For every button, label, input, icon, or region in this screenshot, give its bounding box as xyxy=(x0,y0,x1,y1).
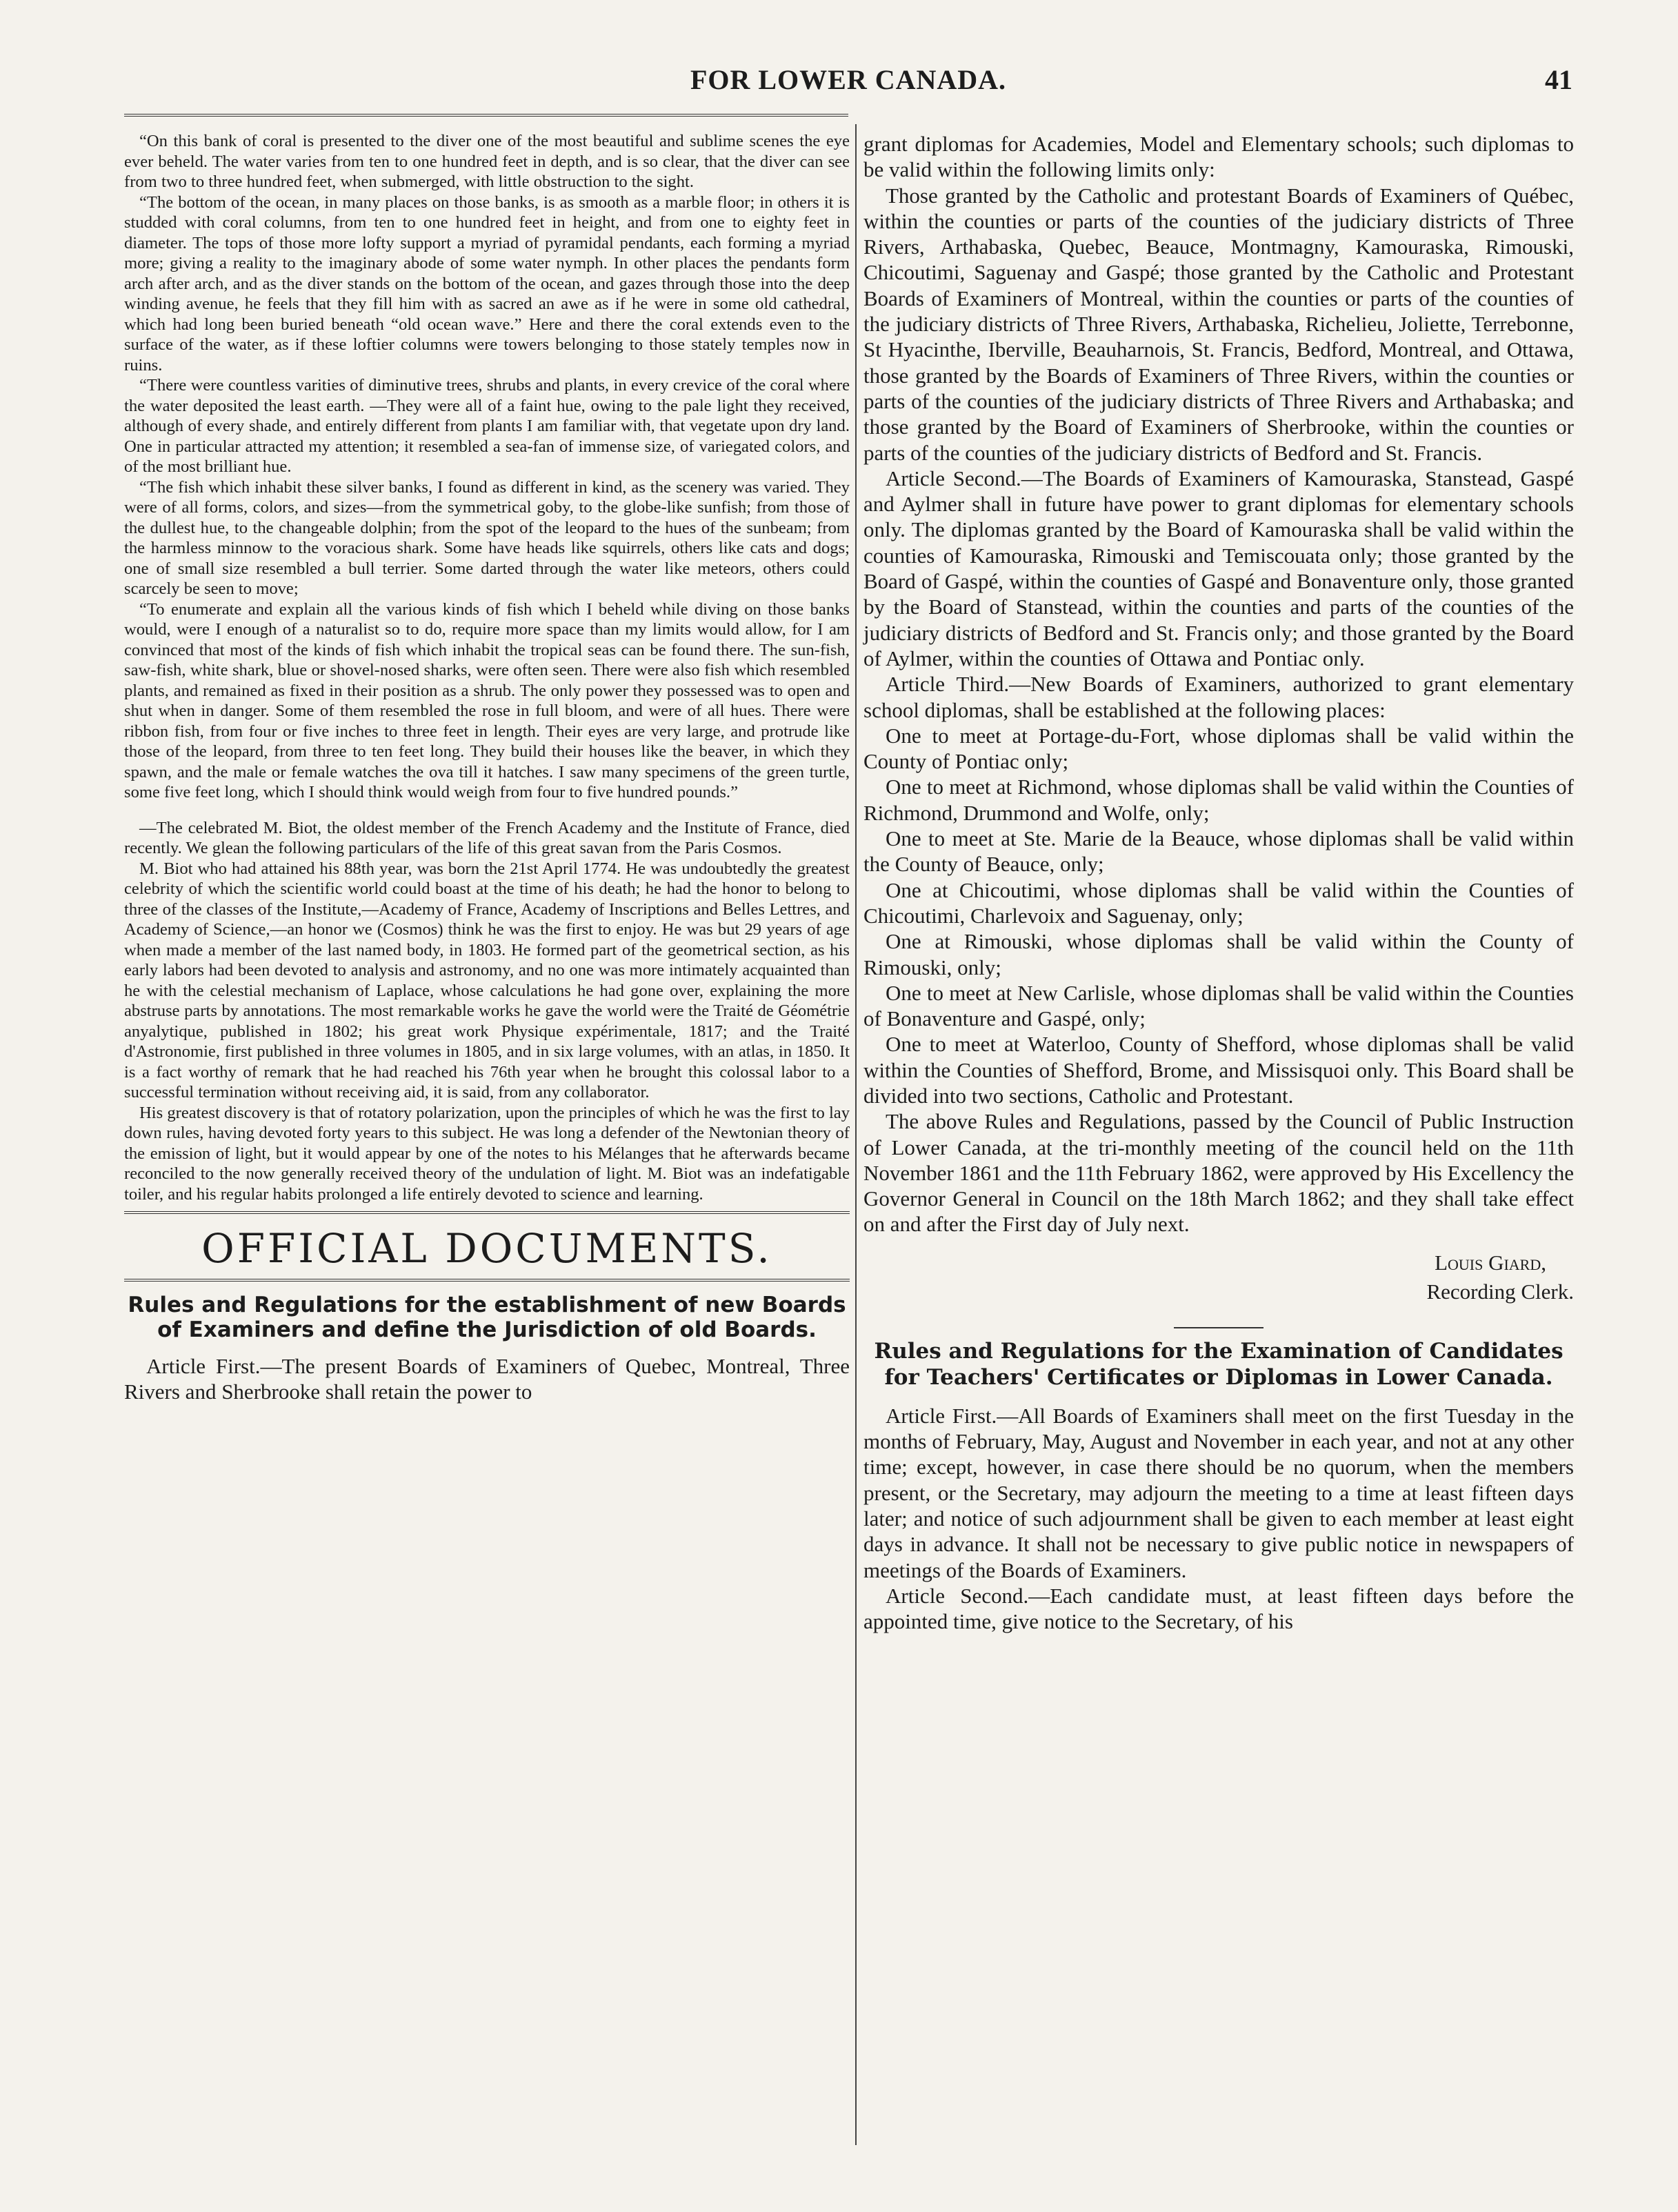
signature-name: Louis Giard, xyxy=(1435,1250,1546,1275)
article-paragraph: Article First.—The present Boards of Examiners of Quebec, Montreal, Three Rivers and Sherbrooke shall retain the power to xyxy=(124,1354,850,1404)
section-rule xyxy=(124,1211,850,1214)
coral-quote xyxy=(124,131,850,803)
right-column xyxy=(863,131,1574,1634)
quote-paragraph: “The fish which inhabit these silver banks, I found as different in kind, as the scenery was varied. They were of all forms, colors, and sizes—from the symmetrical goby, to the globe-like sunfish; from those of the dullest hue, to the changeable dolphin; from the spot of the leopard to the hues of the sunbeam; from the harmless minnow to the voracious shark. Some have heads like squirrels, others like cats and dogs; one of small size resembled a bull terrier. Some darted through the water like meteors, others could scarcely be seen to move; xyxy=(124,477,850,598)
biot-article xyxy=(124,818,850,1205)
rules-continued xyxy=(863,131,1574,1237)
biot-paragraph: M. Biot who had attained his 88th year, was born the 21st April 1774. He was undoubtedly the greatest celebrity of which the scientific world could boast at the time of his death; he had the honor to belong to three of the classes of the Institute,—Academy of France, Academy of Inscriptions and Belles Lettres, and Academy of Science,—an honor we (Cosmos) think he was the first to enjoy. He was but 29 years of age when made a member of the last named body, in 1803. He formed part of the geometrical section, as his early labors had been devoted to analysis and astronomy, and no one was more intimately acquainted than he with the celestial mechanism of Laplace, whose calculations he had gone over, explaining the more abstruse parts by annotations. The most remarkable works he gave the world were the Traité de Géométrie anyalytique, published in 1802; his great work Physique expérimentale, 1817; and the Traité d'Astronomie, first published in three volumes in 1805, and in six large volumes, with an atlas, in 1850. It is a fact worthy of remark that he had reached his 76th year when he brought this colossal labor to a successful termination without receiving aid, it is said, from any collaborator. xyxy=(124,859,850,1102)
exam-rules-heading: Rules and Regulations for the Examination of Candidates for Teachers' Certificates or Diplomas in Lower Canada. xyxy=(874,1338,1564,1390)
article-paragraph: One to meet at New Carlisle, whose diplomas shall be valid within the Counties of Bonaventure and Gaspé, only; xyxy=(863,980,1574,1031)
article-paragraph: One to meet at Ste. Marie de la Beauce, whose diplomas shall be valid within the County of Beauce, only; xyxy=(863,826,1574,877)
article-paragraph: The above Rules and Regulations, passed by the Council of Public Instruction of Lower Canada, at the tri-monthly meeting of the council held on the 11th November 1861 and the 11th February 1862, were approved by His Excellency the Governor General in Council on the 18th March 1862; and they shall take effect on and after the First day of July next. xyxy=(863,1109,1574,1237)
quote-paragraph: “On this bank of coral is presented to the diver one of the most beautiful and sublime scenes the eye ever beheld. The water varies from ten to one hundred feet in depth, and is so clear, that the diver can see from two to three hundred feet, when submerged, with little obstruction to the sight. xyxy=(124,132,850,191)
article-paragraph: Article Third.—New Boards of Examiners, authorized to grant elementary school diplomas, shall be established at the following places: xyxy=(863,672,1574,722)
exam-rules xyxy=(863,1403,1574,1635)
article-paragraph: One at Chicoutimi, whose diplomas shall be valid within the Counties of Chicoutimi, Charlevoix and Saguenay, only; xyxy=(863,877,1574,928)
running-title: FOR LOWER CANADA. xyxy=(690,64,1007,95)
article-paragraph: Article Second.—Each candidate must, at least fifteen days before the appointed time, give notice to the Secretary, of his xyxy=(863,1583,1574,1634)
article-paragraph: One to meet at Richmond, whose diplomas shall be valid within the Counties of Richmond, Drummond and Wolfe, only; xyxy=(863,775,1574,825)
article-paragraph: Article First.—All Boards of Examiners shall meet on the first Tuesday in the months of February, May, August and November in each year, and not at any other time; except, however, in case there should be no quorum, when the members present, or the Secretary, may adjourn the meeting to a time at least fifteen days later; and notice of such adjournment shall be given to each member at least eight days in advance. It shall not be necessary to give public notice in newspapers of meetings of the Boards of Examiners. xyxy=(863,1403,1574,1582)
short-rule xyxy=(1174,1327,1264,1328)
quote-paragraph: “The bottom of the ocean, in many places on those banks, is as smooth as a marble floor; in others it is studded with coral columns, from ten to one hundred feet in height, and from one to eighty feet in diameter. The tops of those more lofty support a myriad of pyramidal pendants, each forming a myriad more; giving a reality to the imaginary abode of some water nymph. In other places the pendants form arch after arch, and as the diver stands on the bottom of the ocean, and gazes through those into the deep winding avenue, he feels that they fill him with as sacred an awe as if he were in some old cathedral, which had long been buried beneath “old ocean wave.” Here and there the coral extends even to the surface of the water, as if these loftier columns were towers belonging to those stately temples now in ruins. xyxy=(124,192,850,375)
quote-paragraph: “There were countless varities of diminutive trees, shrubs and plants, in every crevice of the coral where the water deposited the least earth. —They were all of a faint hue, owing to the pale light they received, although of every shade, and entirely different from plants I am familiar with, that vegetate upon dry land. One in particular attracted my attention; it resembled a sea-fan of immense size, of variegated colors, and of the most brilliant hue. xyxy=(124,376,850,476)
article-paragraph: One to meet at Portage-du-Fort, whose diplomas shall be valid within the County of Pontiac only; xyxy=(863,723,1574,774)
quote-paragraph: “To enumerate and explain all the various kinds of fish which I beheld while diving on those banks would, were I enough of a naturalist so to do, require more space than my limits would allow, for I am convinced that most of the kinds of fish which inhabit the tropical seas can be found there. The sun-fish, saw-fish, white shark, blue or shovel-nosed sharks, were often seen. There were also fish which resembled plants, and remained as fixed in their position as a shrub. The only power they possessed was to open and shut when in danger. Some of them resembled the rose in full bloom, and were of all hues. There were ribbon fish, from four or five inches to three feet in length. Their eyes are very large, and protrude like those of the leopard, from three to ten feet long. They build their houses like the beaver, in which they spawn, and the male or female watches the ova till it hatches. I saw many specimens of the green turtle, some five feet long, which I should think would weigh from four to five hundred pounds.” xyxy=(124,599,850,801)
signature-block xyxy=(863,1248,1574,1306)
official-documents-title: OFFICIAL DOCUMENTS. xyxy=(201,1225,772,1272)
article-paragraph: One at Rimouski, whose diplomas shall be valid within the County of Rimouski, only; xyxy=(863,929,1574,979)
column-divider xyxy=(855,124,857,2145)
biot-paragraph: —The celebrated M. Biot, the oldest member of the French Academy and the Institute of France, died recently. We glean the following particulars of the life of this great savan from the Paris Cosmos. xyxy=(124,818,850,857)
page-header xyxy=(124,63,1572,105)
article-paragraph: One to meet at Waterloo, County of Shefford, whose diplomas shall be valid within the Counties of Shefford, Brome, and Missisquoi only. This Board shall be divided into two sections, Catholic and Protestant. xyxy=(863,1032,1574,1108)
biot-paragraph: His greatest discovery is that of rotatory polarization, upon the principles of which he was the first to lay down rules, having devoted forty years to this subject. He was long a defender of the Newtonian theory of the emission of light, but it would appear by one of the notes to his Mélanges that he afterwards became reconciled to the now generally received theory of the undulation of light. M. Biot was an indefatigable toiler, and his regular habits prolonged a life entirely devoted to science and learning. xyxy=(124,1103,850,1204)
header-rule xyxy=(124,114,848,117)
rules-heading: Rules and Regulations for the establishment of new Boards of Examiners and define the Jurisdiction of old Boards. xyxy=(128,1293,846,1342)
left-column xyxy=(124,131,850,1405)
section-rule xyxy=(124,1279,850,1282)
article-paragraph: Those granted by the Catholic and protestant Boards of Examiners of Québec, within the counties or parts of the counties of the judiciary districts of Three Rivers, Arthabaska, Quebec, Beauce, Montmagny, Kamouraska, Rimouski, Chicoutimi, Saguenay and Gaspé; those granted by the Catholic and Protestant Boards of Examiners of Montreal, within the counties or parts of the counties of the judiciary districts of Three Rivers, Arthabaska, Richelieu, Joliette, Terrebonne, St Hyacinthe, Iberville, Beauharnois, St. Francis, Bedford, Montreal, and Ottawa, those granted by the Boards of Examiners of Three Rivers, within the counties or parts of the counties of the judiciary districts of Three Rivers and Arthabaska; and those granted by the Board of Examiners of Sherbrooke, within the counties or parts of the counties of the judiciary districts of Bedford and St. Francis. xyxy=(863,183,1574,465)
article-paragraph: grant diplomas for Academies, Model and Elementary schools; such diplomas to be valid within the following limits only: xyxy=(863,132,1574,182)
signature-title: Recording Clerk. xyxy=(1426,1279,1574,1304)
page-number: 41 xyxy=(1545,64,1572,95)
article-paragraph: Article Second.—The Boards of Examiners of Kamouraska, Stanstead, Gaspé and Aylmer shall in future have power to grant diplomas for elementary schools only. The diplomas granted by the Board of Kamouraska shall be valid within the counties of Kamouraska, Rimouski and Temiscouata only; those granted by the Board of Gaspé, within the counties of Gaspé and Bonaventure only, those granted by the Board of Stanstead, within the counties and parts of the counties of the judiciary districts of Bedford and St. Francis only; and those granted by the Board of Aylmer, within the counties of Ottawa and Pontiac only. xyxy=(863,466,1574,670)
